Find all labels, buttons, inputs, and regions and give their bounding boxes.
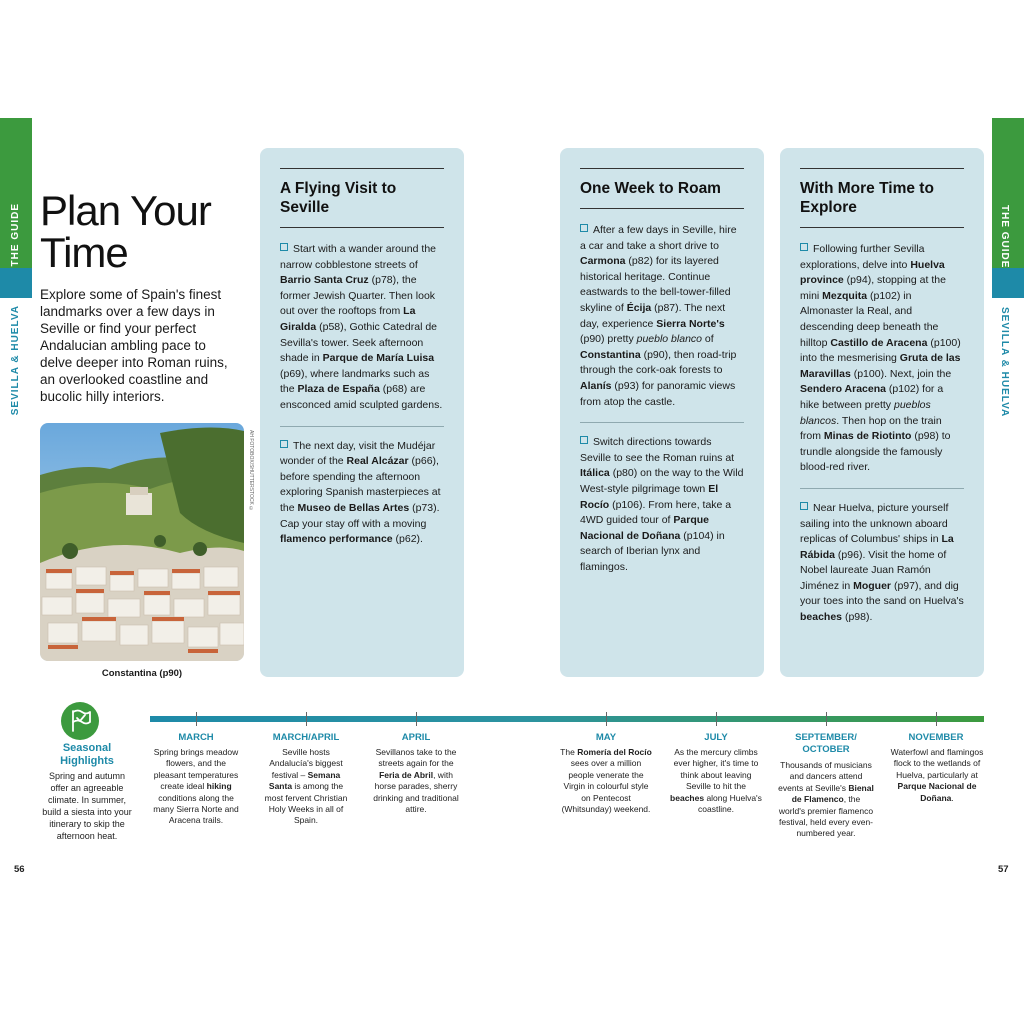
- bold-term: Moguer: [853, 579, 892, 592]
- bold-term: Écija: [626, 301, 652, 314]
- intro-text: Explore some of Spain's finest landmarks over a few days in Seville or find your perfect Andalucian ambling pace to delve deeper into Roman ruins, an overlooked coastline and bucolic hilly interiors.: [40, 287, 228, 404]
- paragraph-divider: [280, 426, 444, 427]
- bold-term: hiking: [206, 781, 232, 792]
- page-number-left: 56: [14, 864, 25, 875]
- panel-top-rule: [800, 168, 964, 169]
- bold-term: Gruta de las Maravillas: [800, 352, 961, 380]
- timeline-tick: [606, 712, 607, 726]
- bold-term: Huelva province: [800, 258, 945, 287]
- month-label: MAY: [595, 732, 617, 743]
- paragraph-text: Start with a wander around the narrow cobblestone streets of Barrio Santa Cruz (p78), the former Jewish Quarter. Then look out over the rooftops from La Giralda (p58), Gothic Catedral de Sevilla's tower. Seek afternoon shade in Parque de María Luisa (p69), where landmarks such as the Plaza de España (p68) are ensconced amid sculpted gardens.: [280, 243, 443, 411]
- month-label: MARCH/APRIL: [272, 732, 340, 743]
- flag-icon: [61, 702, 99, 740]
- panel-flying-visit: [260, 148, 464, 677]
- panel-title: With More Time to Explore: [800, 180, 934, 216]
- bold-term: Parque Nacional de Doñana: [897, 781, 977, 803]
- paragraph: [800, 242, 964, 476]
- square-bullet-icon: [580, 436, 588, 444]
- bold-term: Bienal de Flamenco: [791, 782, 874, 805]
- month-description: Thousands of musicians and dancers attend events at Seville's Bienal de Flamenco, the world's premier flamenco festival, held every even-numbered year.: [778, 760, 874, 839]
- italic-term: pueblos blancos: [800, 398, 931, 427]
- photo-caption: Constantina (p90): [101, 668, 183, 679]
- square-bullet-icon: [280, 243, 288, 251]
- side-tab-region-left: [0, 268, 32, 298]
- timeline-tick: [826, 712, 827, 726]
- timeline-bar: [150, 716, 984, 722]
- photo-constantina: [40, 423, 244, 661]
- paragraph-divider: [800, 488, 964, 489]
- bold-term: Carmona: [580, 255, 626, 268]
- bold-term: beaches: [670, 792, 705, 803]
- bold-term: Castillo de Aracena: [830, 336, 928, 349]
- side-region-label-right: SEVILLA & HUELVA: [999, 307, 1010, 418]
- bold-term: La Rábida: [800, 533, 954, 561]
- paragraph: [800, 501, 964, 626]
- panel-top-rule: [580, 168, 744, 169]
- month-description: As the mercury climbs ever higher, it's time to think about leaving Seville to hit the beaches along Huelva's coastline.: [670, 747, 762, 815]
- month-description: The Romería del Rocío sees over a million people venerate the Virgin in colourful style on Pentecost (Whitsunday) weekend.: [560, 747, 652, 815]
- panel-title: A Flying Visit to Seville: [280, 180, 397, 216]
- panel-one-week: [560, 148, 764, 677]
- side-tab-guide-left-label: THE GUIDE: [10, 203, 21, 267]
- paragraph-text: Following further Sevilla explorations, delve into Huelva province (p94), stopping at the mini Mezquita (p102) in Almonaster la Real, and descending deep beneath the hilltop Castillo de Aracena (p100) into the mesmerising Gruta de las Maravillas (p100). Next, join the Sendero Aracena (p102) for a hike between pretty pueblos blancos. Then hop on the train from Minas de Riotinto (p98) to trundle alongside the famously blood-red river.: [800, 243, 961, 474]
- photo-credit: AH FOTOBOX/SHUTTERSTOCK ©: [248, 430, 254, 513]
- bold-term: El Rocío: [580, 482, 719, 511]
- month-label: JULY: [704, 732, 728, 743]
- square-bullet-icon: [280, 440, 288, 448]
- page-title: Plan Your Time: [40, 187, 211, 276]
- seasonal-text: Spring and autumn offer an agreeable climate. In summer, build a siesta into your itinerary to skip the afternoon heat.: [42, 771, 132, 841]
- paragraph: [580, 223, 744, 410]
- paragraph-text: Switch directions towards Seville to see the Roman ruins at Itálica (p80) on the way to the Wild West-style pilgrimage town El Rocío (p106). From here, take a 4WD guided tour of Parque Nacional de Doñana (p104) in search of Iberian lynx and flamingos.: [580, 436, 744, 573]
- bold-term: Romería del Rocío: [577, 747, 652, 757]
- bold-term: Sendero Aracena: [800, 383, 886, 396]
- month-description: Sevillanos take to the streets again for the Feria de Abril, with horse parades, sherry drinking and traditional attire.: [373, 747, 459, 815]
- paragraph-divider: [580, 422, 744, 423]
- paragraph: [580, 435, 744, 575]
- paragraph-text: After a few days in Seville, hire a car and take a short drive to Carmona (p82) for its layered historical heritage. Continue eastwards to the bell-tower-filled skyline of Écija (p87). The next day, experience Sierra Norte's (p90) pretty pueblo blanco of Constantina (p90), then road-trip through the cork-oak forests to Alanís (p93) for panoramic views from atop the castle.: [580, 224, 737, 408]
- bold-term: Minas de Riotinto: [823, 430, 912, 443]
- square-bullet-icon: [800, 243, 808, 251]
- timeline-tick: [196, 712, 197, 726]
- bold-term: Real Alcázar: [346, 455, 409, 468]
- side-tab-guide-right-label: THE GUIDE: [999, 205, 1010, 269]
- bold-term: Itálica: [580, 467, 610, 480]
- bold-term: Sierra Norte's: [656, 317, 725, 330]
- month-label: MARCH: [178, 732, 214, 743]
- timeline-tick: [416, 712, 417, 726]
- bold-term: Mezquita: [822, 289, 868, 302]
- bold-term: beaches: [800, 611, 843, 624]
- month-description: Waterfowl and flamingos flock to the wetlands of Huelva, particularly at Parque Nacional de Doñana.: [890, 747, 984, 803]
- page-number-right: 57: [998, 864, 1009, 875]
- month-description: Seville hosts Andalucía's biggest festival – Semana Santa is among the most fervent Christian Holy Weeks in all of Spain.: [264, 747, 348, 826]
- bold-term: Plaza de España: [297, 383, 380, 396]
- side-tab-region-right: [992, 268, 1024, 298]
- bold-term: Museo de Bellas Artes: [297, 501, 410, 514]
- bold-term: Feria de Abril: [379, 769, 434, 780]
- photo-illustration: [40, 423, 244, 661]
- panel-top-rule: [280, 168, 444, 169]
- bold-term: Parque de María Luisa: [322, 352, 435, 365]
- month-description: Spring brings meadow flowers, and the pleasant temperatures create ideal hiking conditions along the many Sierra Norte and Aracena trails.: [153, 747, 239, 826]
- bold-term: La Giralda: [280, 305, 416, 333]
- panel-title: One Week to Roam: [580, 180, 721, 197]
- month-label: SEPTEMBER/ OCTOBER: [795, 732, 857, 755]
- italic-term: pueblo blanco: [636, 333, 702, 346]
- bold-term: flamenco performance: [280, 533, 393, 546]
- bold-term: Constantina: [580, 348, 641, 361]
- panel-title-rule: [280, 227, 444, 228]
- panel-more-time: [780, 148, 984, 677]
- panel-title-rule: [800, 227, 964, 228]
- paragraph-text: The next day, visit the Mudéjar wonder of the Real Alcázar (p66), before spending the afternoon exploring Spanish masterpieces at the Museo de Bellas Artes (p73). Cap your stay off with a moving flamenco performance (p62).: [280, 439, 441, 546]
- bold-term: Alanís: [580, 379, 612, 392]
- seasonal-title: Seasonal Highlights: [60, 742, 114, 767]
- paragraph: [280, 242, 444, 414]
- timeline-tick: [716, 712, 717, 726]
- paragraph: [280, 439, 444, 548]
- month-label: APRIL: [401, 732, 431, 743]
- month-label: NOVEMBER: [908, 732, 964, 743]
- bold-term: Barrio Santa Cruz: [280, 274, 369, 287]
- bold-term: Semana Santa: [268, 769, 341, 792]
- panel-title-rule: [580, 208, 744, 209]
- timeline-tick: [936, 712, 937, 726]
- paragraph-text: Near Huelva, picture yourself sailing into the unknown aboard replicas of Columbus' ships in La Rábida (p96). Visit the home of Nobel laureate Juan Ramón Jiménez in Moguer (p97), and dig your toes into the sand on Huelva's beaches (p98).: [800, 501, 964, 624]
- square-bullet-icon: [800, 502, 808, 510]
- flag-icon-graphic: [61, 702, 99, 740]
- side-region-label-left: SEVILLA & HUELVA: [10, 305, 21, 416]
- timeline-tick: [306, 712, 307, 726]
- square-bullet-icon: [580, 224, 588, 232]
- bold-term: Parque Nacional de Doñana: [580, 514, 709, 542]
